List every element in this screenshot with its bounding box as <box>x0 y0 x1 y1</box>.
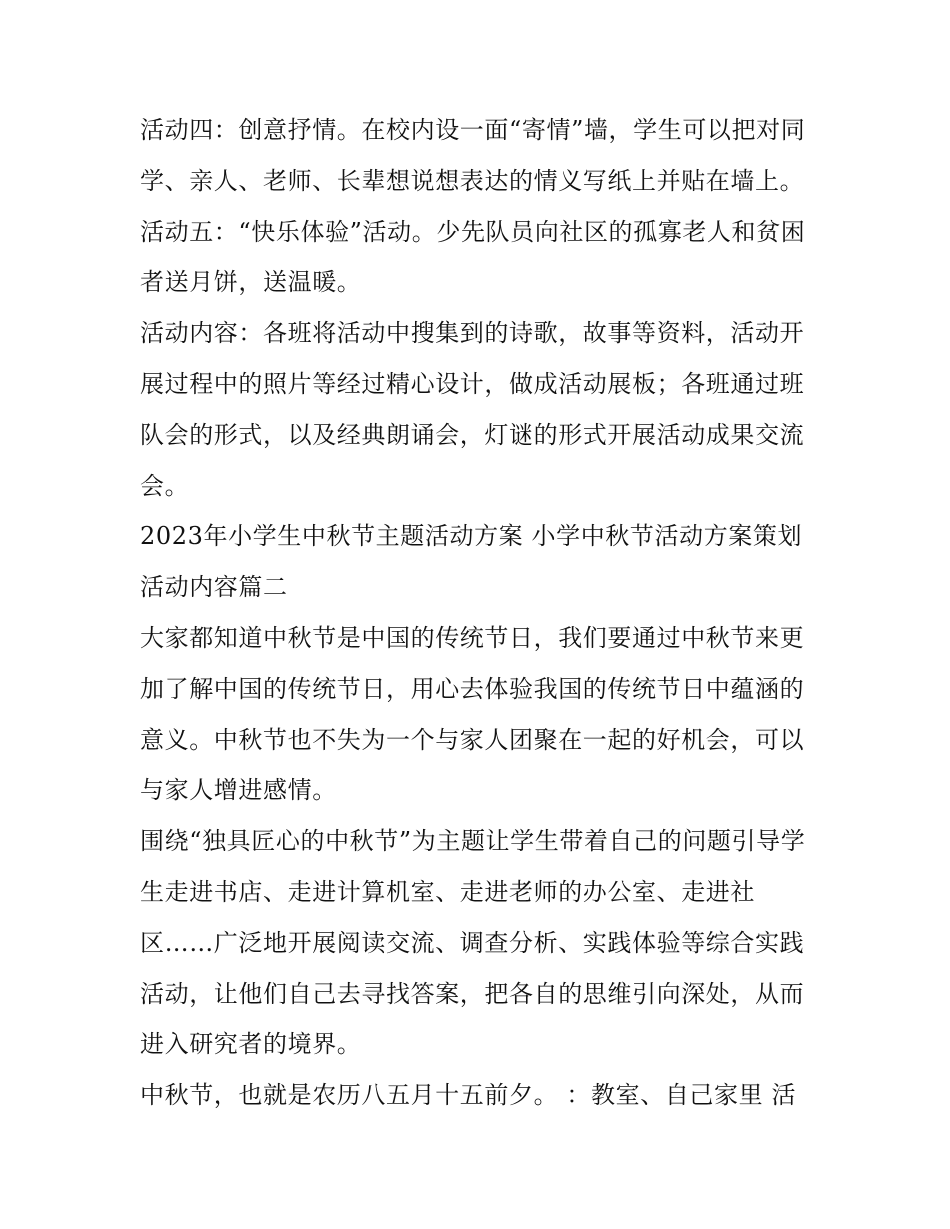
text-line: 者送月饼，送温暖。 <box>140 268 362 297</box>
text-line: 区……广泛地开展阅读交流、调查分析、实践体验等综合实践 <box>140 928 805 957</box>
text-line: 活动四：创意抒情。在校内设一面“寄情”墙，学生可以把对同 <box>140 116 806 144</box>
text-line: 队会的形式，以及经典朗诵会，灯谜的形式开展活动成果交流 <box>140 420 805 449</box>
text-line: 展过程中的照片等经过精心设计，做成活动展板；各班通过班 <box>140 369 805 398</box>
text-line: 进入研究者的境界。 <box>140 1030 362 1059</box>
text-line: 活动，让他们自己去寻找答案，把各自的思维引向深处，从而 <box>140 979 805 1008</box>
text-line: 活动五：“快乐体验”活动。少先队员向社区的孤寡老人和贫困 <box>140 217 806 246</box>
text-line: 中秋节，也就是农历八五月十五前夕。 ：教室、自己家里 活 <box>140 1081 797 1110</box>
text-line: 围绕“独具匠心的中秋节”为主题让学生带着自己的问题引导学 <box>140 827 806 856</box>
section-title-line: 活动内容篇二 <box>140 573 288 602</box>
text-line: 生走进书店、走进计算机室、走进老师的办公室、走进社 <box>140 877 755 906</box>
text-line: 活动内容：各班将活动中搜集到的诗歌，故事等资料，活动开 <box>140 319 805 348</box>
text-line: 意义。中秋节也不失为一个与家人团聚在一起的好机会，可以 <box>140 725 805 754</box>
text-line: 学、亲人、老师、长辈想说想表达的情义写纸上并贴在墙上。 <box>140 166 805 195</box>
section-title-line: 2023年小学生中秋节主题活动方案 小学中秋节活动方案策划 <box>140 522 803 551</box>
text-line: 与家人增进感情。 <box>140 776 337 805</box>
text-line: 加了解中国的传统节日，用心去体验我国的传统节日中蕴涵的 <box>140 674 805 703</box>
document-body <box>140 108 820 1124</box>
text-line: 大家都知道中秋节是中国的传统节日，我们要通过中秋节来更 <box>140 623 805 652</box>
text-line: 会。 <box>140 471 190 500</box>
